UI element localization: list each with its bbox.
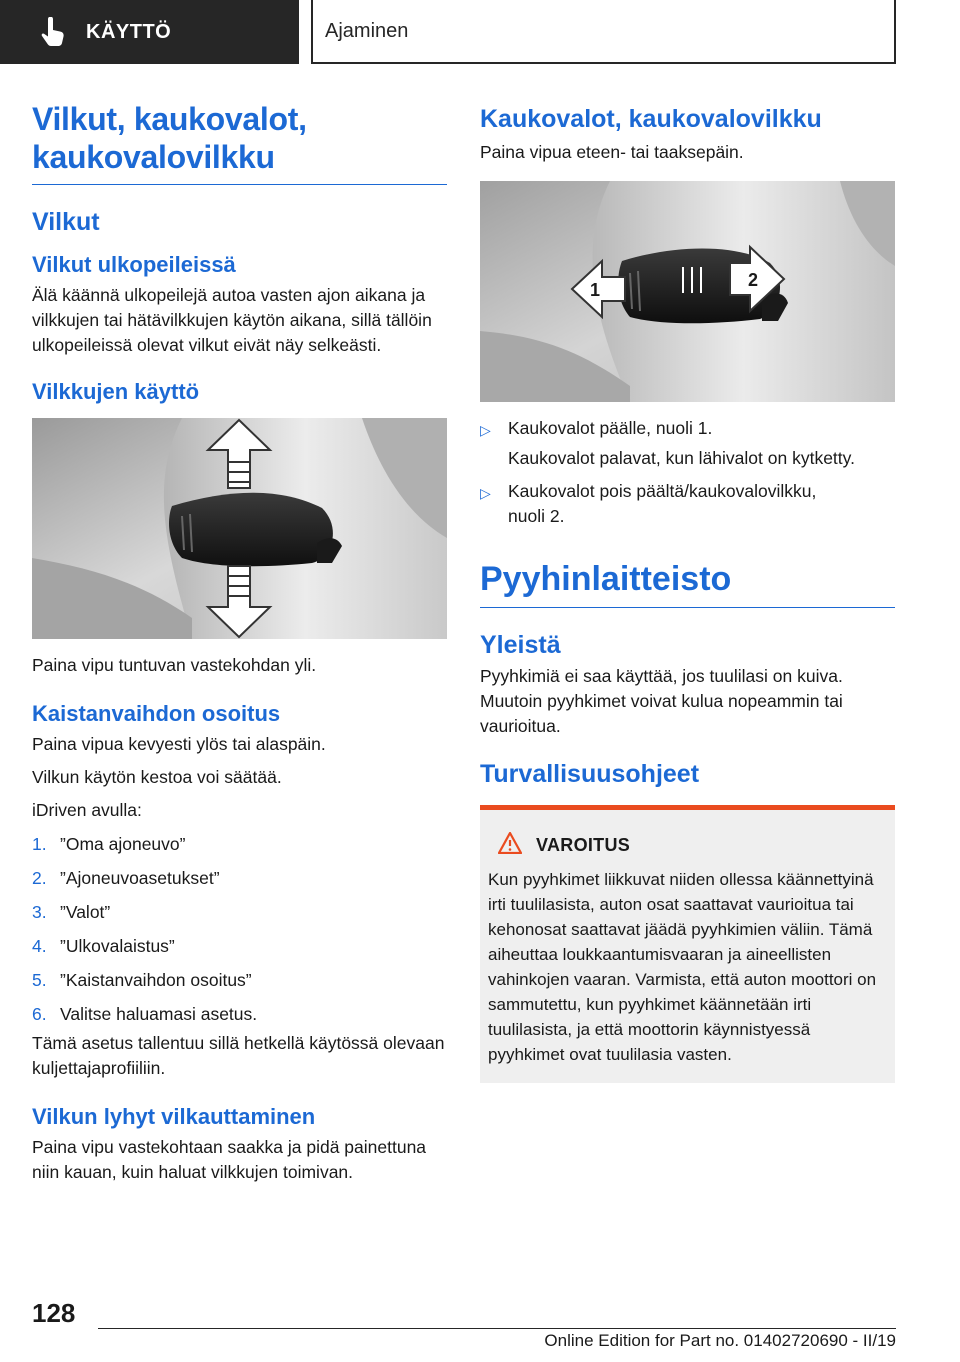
heading-vilkun-lyhyt-vilkauttaminen: Vilkun lyhyt vilkauttaminen xyxy=(32,1104,316,1129)
footer-edition: Online Edition for Part no. 01402720690 - II/19 xyxy=(544,1331,896,1350)
list-item: ▷ Kaukovalot päälle, nuoli 1. Kaukovalot palavat, kun lähivalot on kytketty. xyxy=(480,416,895,471)
paragraph-kaista-3: iDriven avulla: xyxy=(32,800,142,820)
page-number: 128 xyxy=(32,1298,76,1328)
list-item: ▷ Kaukovalot pois päältä/kaukovalovilkku, nuoli 2. xyxy=(480,479,895,529)
list-item: 4. ”Ulkovalaistus” xyxy=(32,936,175,956)
warning-title: VAROITUS xyxy=(536,835,631,855)
warning-header xyxy=(488,832,887,859)
list-item: 2. ”Ajoneuvoasetukset” xyxy=(32,868,220,888)
paragraph-kaista-1: Paina vipua kevyesti ylös tai alaspäin. xyxy=(32,734,326,754)
triangle-bullet-icon: ▷ xyxy=(480,422,491,438)
header-chapter-box xyxy=(311,0,896,64)
paragraph-kaytto: Paina vipu tuntuvan vastekohdan yli. xyxy=(32,655,317,675)
heading-vilkkujen-kaytto: Vilkkujen käyttö xyxy=(32,379,200,404)
arrow-2-label: 2 xyxy=(748,270,759,290)
warning-box xyxy=(480,805,895,1083)
left-column xyxy=(32,100,447,1185)
hand-pointer-icon xyxy=(38,17,68,47)
page-title: Vilkut, kaukovalot, kaukovalovilkku xyxy=(32,100,447,185)
triangle-bullet-icon: ▷ xyxy=(480,485,491,501)
list-item: 1. ”Oma ajoneuvo” xyxy=(32,834,186,854)
list-item: 3. ”Valot” xyxy=(32,902,111,922)
header-section-label: KÄYTTÖ xyxy=(86,20,172,43)
heading-vilkut-ulkopeileissa: Vilkut ulkopeileissä xyxy=(32,252,236,277)
warning-triangle-icon xyxy=(498,832,522,859)
paragraph-tallennus: Tämä asetus tallentuu sillä hetkellä käytössä olevaan kuljettajaprofiiliin. xyxy=(32,1033,445,1078)
heading-kaukovalot: Kaukovalot, kaukovalovilkku xyxy=(480,105,822,133)
heading-yleista: Yleistä xyxy=(480,631,561,659)
heading-kaistanvaihdon-osoitus: Kaistanvaihdon osoitus xyxy=(32,701,281,726)
list-item: 6. Valitse haluamasi asetus. xyxy=(32,1004,258,1024)
warning-text: Kun pyyhkimet liikkuvat niiden ollessa käännettyinä irti tuulilasista, auton osat saattavat vaurioitua tai kehonosat saattavat jäädä pyyhkimien väliin. Tämä aiheuttaa loukkaantumisvaaran ja aineellisten vahinkojen vaaran. Varmista, että auton moottori on sammutettu, kun pyyhkimet käännetään irti tuulilasista, ja että moottorin käynnistyessä pyyhkimet ovat tuulilasia vasten. xyxy=(488,870,877,1064)
list-item: 5. ”Kaistanvaihdon osoitus” xyxy=(32,970,252,990)
paragraph-ulkopeileissa: Älä käännä ulkopeilejä autoa vasten ajon aikana ja vilkkujen tai hätävilkkujen käytön aikana, sillä tällöin ulkopeileissä olevat vilkut eivät näy selkeästi. xyxy=(32,285,432,355)
high-beam-lever-illustration xyxy=(480,181,895,402)
heading-vilkut: Vilkut xyxy=(32,208,100,236)
high-beam-bullets xyxy=(480,416,895,529)
header-chapter-label: Ajaminen xyxy=(325,19,409,42)
footer-divider xyxy=(98,1328,896,1329)
paragraph-kaista-2: Vilkun käytön kestoa voi säätää. xyxy=(32,767,282,787)
paragraph-yleista: Pyyhkimiä ei saa käyttää, jos tuulilasi on kuiva. Muutoin pyyhkimet voivat kulua nopeammin tai vaurioitua. xyxy=(480,666,843,736)
turn-signal-lever-illustration xyxy=(32,418,447,639)
right-column xyxy=(480,104,895,1083)
arrow-1-label: 1 xyxy=(590,280,601,300)
header-section-tab xyxy=(0,0,299,64)
paragraph-kaukovalot: Paina vipua eteen- tai taaksepäin. xyxy=(480,142,744,162)
paragraph-lyhyt: Paina vipu vastekohtaan saakka ja pidä painettuna niin kauan, kuin haluat vilkkujen toimivan. xyxy=(32,1137,427,1182)
heading-turvallisuusohjeet: Turvallisuusohjeet xyxy=(480,760,700,788)
idrive-steps-list xyxy=(32,832,447,1027)
heading-pyyhinlaitteisto: Pyyhinlaitteisto xyxy=(480,559,895,608)
